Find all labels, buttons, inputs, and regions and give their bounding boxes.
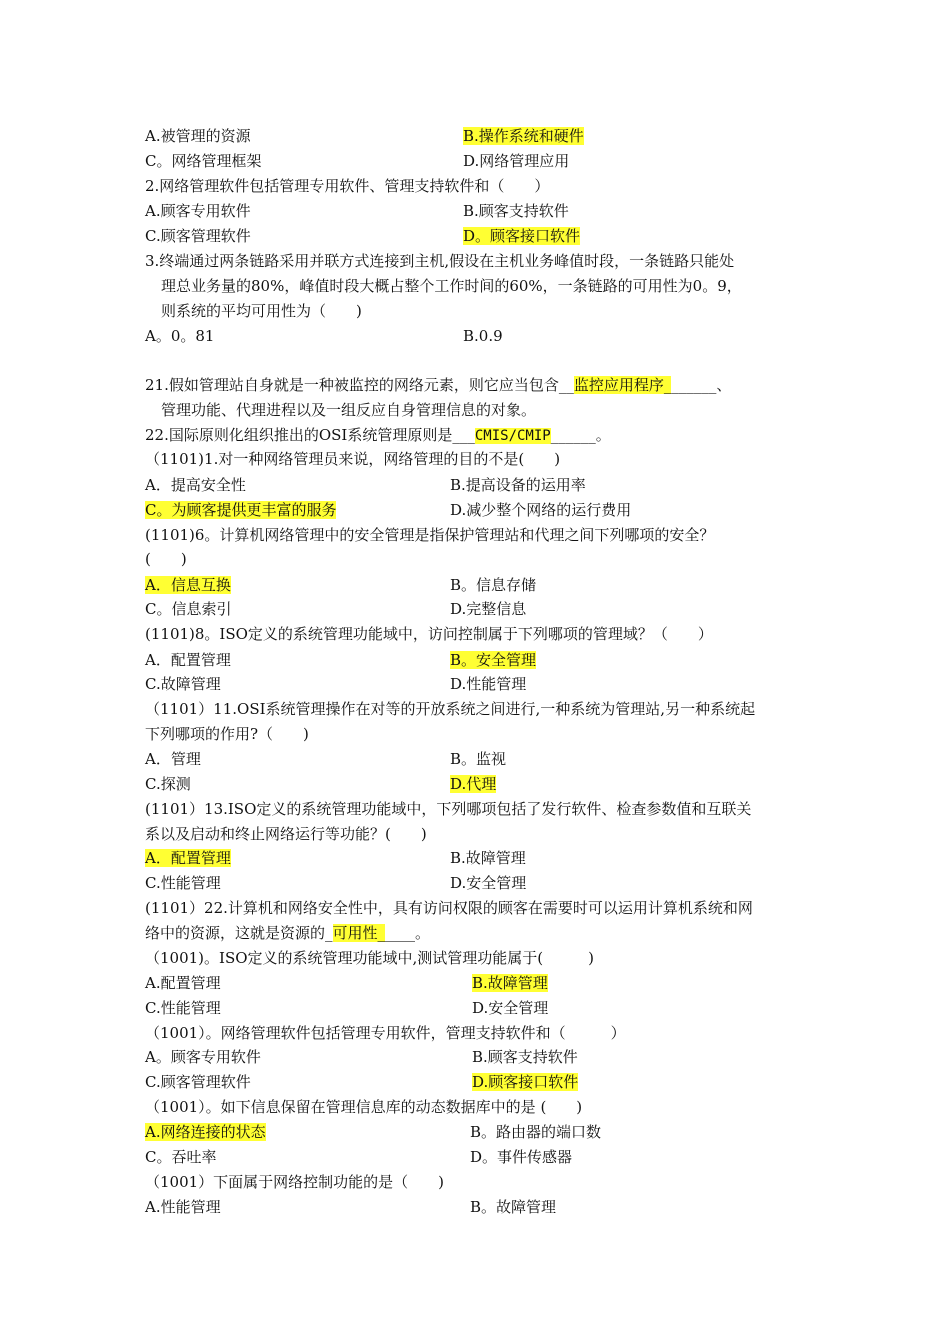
answer-highlight: A．配置管理 [145, 849, 231, 867]
option-a: A.顾客专用软件 [145, 202, 251, 220]
question-stem-continued: 则系统的平均可用性为（ ) [161, 302, 362, 320]
option-a: A。顾客专用软件 [145, 1048, 261, 1066]
question-stem: （1001）下面属于网络控制功能的是（ ) [145, 1173, 445, 1191]
fill-in-question [145, 425, 611, 446]
option-c-answer [145, 500, 336, 520]
option-b: B。监视 [450, 750, 507, 768]
answer-highlight: A．信息互换 [145, 576, 231, 594]
option-b-answer [472, 973, 548, 993]
answer-highlight: D。顾客接口软件 [463, 227, 581, 245]
question-text: 22.国际原则化组织推出的OSI系统管理原则是___ [145, 426, 475, 444]
question-stem-continued: 下列哪项的作用?（ ) [145, 725, 309, 743]
option-c: C.故障管理 [145, 675, 221, 693]
answer-highlight: B。安全管理 [450, 651, 537, 669]
question-stem: （1101)1.对一种网络管理员来说，网络管理的目的不是( ) [145, 450, 561, 468]
option-b: B。路由器的端口数 [470, 1123, 602, 1141]
question-stem: 3.终端通过两条链路采用并联方式连接到主机,假设在主机业务峰值时段，一条链路只能处 [145, 252, 735, 270]
option-d-answer [450, 774, 496, 794]
option-c: C.性能管理 [145, 874, 221, 892]
option-a: A．管理 [145, 750, 201, 768]
question-stem: (1101)8。ISO定义的系统管理功能域中，访问控制属于下列哪项的管理域？（ ） [145, 625, 713, 643]
option-d: D.安全管理 [450, 874, 527, 892]
fill-in-question: (1101）22.计算机和网络安全性中，具有访问权限的顾客在需要时可以运用计算机系统和网 [145, 899, 753, 917]
option-d: D.完整信息 [450, 600, 527, 618]
option-d: D.网络管理应用 [463, 152, 570, 170]
option-a-answer [145, 575, 231, 595]
question-stem: （1001）。如下信息保留在管理信息库的动态数据库中的是 ( ) [145, 1098, 583, 1116]
question-stem-continued: ( ) [145, 550, 187, 568]
answer-highlight: D.代理 [450, 775, 497, 793]
option-b: B.顾客支持软件 [463, 202, 569, 220]
option-c: C.顾客管理软件 [145, 227, 251, 245]
option-c: C。吞吐率 [145, 1148, 217, 1166]
option-c: C.顾客管理软件 [145, 1073, 251, 1091]
answer-highlight: D.顾客接口软件 [472, 1073, 579, 1091]
answer-highlight: 可用性_ [332, 924, 386, 942]
blank-line: ______、 [671, 376, 732, 394]
answer-highlight: B.故障管理 [472, 974, 548, 992]
option-a-answer [145, 1122, 266, 1142]
question-stem: (1101）13.ISO定义的系统管理功能域中，下列哪项包括了发行软件、检查参数值和互联关 [145, 800, 752, 818]
option-a: A.配置管理 [145, 974, 221, 992]
option-d: D。事件传感器 [470, 1148, 573, 1166]
option-d: D.减少整个网络的运行费用 [450, 501, 632, 519]
question-text: 络中的资源，这就是资源的_ [145, 924, 333, 942]
option-d-answer [472, 1072, 578, 1092]
option-b-answer [463, 126, 584, 146]
option-c: C。网络管理框架 [145, 152, 262, 170]
option-b: B.0.9 [463, 327, 503, 345]
option-b: B。信息存储 [450, 576, 537, 594]
answer-highlight: 监控应用程序_ [573, 376, 672, 394]
question-stem: (1101)6。计算机网络管理中的安全管理是指保护管理站和代理之间下列哪项的安全？ [145, 526, 715, 544]
blank-line: ____。 [385, 924, 431, 942]
question-stem: 2.网络管理软件包括管理专用软件、管理支持软件和（ ） [145, 177, 550, 195]
option-d: D.性能管理 [450, 675, 527, 693]
blank-line: ______。 [550, 426, 611, 444]
answer-highlight: B.操作系统和硬件 [463, 127, 584, 145]
answer-highlight: CMIS/CMIP [474, 428, 551, 444]
question-stem-continued: 管理功能、代理进程以及一组反应自身管理信息的对象。 [161, 401, 537, 419]
option-a: A.被管理的资源 [145, 127, 251, 145]
option-d: D.安全管理 [472, 999, 549, 1017]
option-c: C.性能管理 [145, 999, 221, 1017]
option-d-answer [463, 226, 580, 246]
question-text: 21.假如管理站自身就是一种被监控的网络元素，则它应当包含__ [145, 376, 574, 394]
option-a: A.性能管理 [145, 1198, 221, 1216]
option-a: A。0。81 [145, 327, 215, 345]
question-stem: （1001)。ISO定义的系统管理功能域中,测试管理功能属于( ) [145, 949, 594, 967]
question-stem: （1001）。网络管理软件包括管理专用软件，管理支持软件和（ ） [145, 1024, 626, 1042]
option-c: C.探测 [145, 775, 191, 793]
answer-highlight: C。为顾客提供更丰富的服务 [145, 501, 337, 519]
question-stem-continued: 系以及启动和终止网络运行等功能？( ) [145, 825, 427, 843]
answer-highlight: A.网络连接的状态 [145, 1123, 266, 1141]
option-b: B.故障管理 [450, 849, 526, 867]
option-b: B.提高设备的运用率 [450, 476, 586, 494]
fill-in-question-continued [145, 923, 430, 943]
fill-in-question [145, 375, 731, 395]
option-a-answer [145, 848, 231, 868]
question-stem: （1101）11.OSI系统管理操作在对等的开放系统之间进行,一种系统为管理站,另一种系统起 [145, 700, 756, 718]
option-a: A．提高安全性 [145, 476, 246, 494]
option-b: B。故障管理 [470, 1198, 557, 1216]
option-b: B.顾客支持软件 [472, 1048, 578, 1066]
question-stem-continued: 理总业务量的80%，峰值时段大概占整个工作时间的60%，一条链路的可用性为0。9， [161, 277, 742, 295]
option-c: C。信息索引 [145, 600, 232, 618]
option-b-answer [450, 650, 536, 670]
option-a: A．配置管理 [145, 651, 231, 669]
